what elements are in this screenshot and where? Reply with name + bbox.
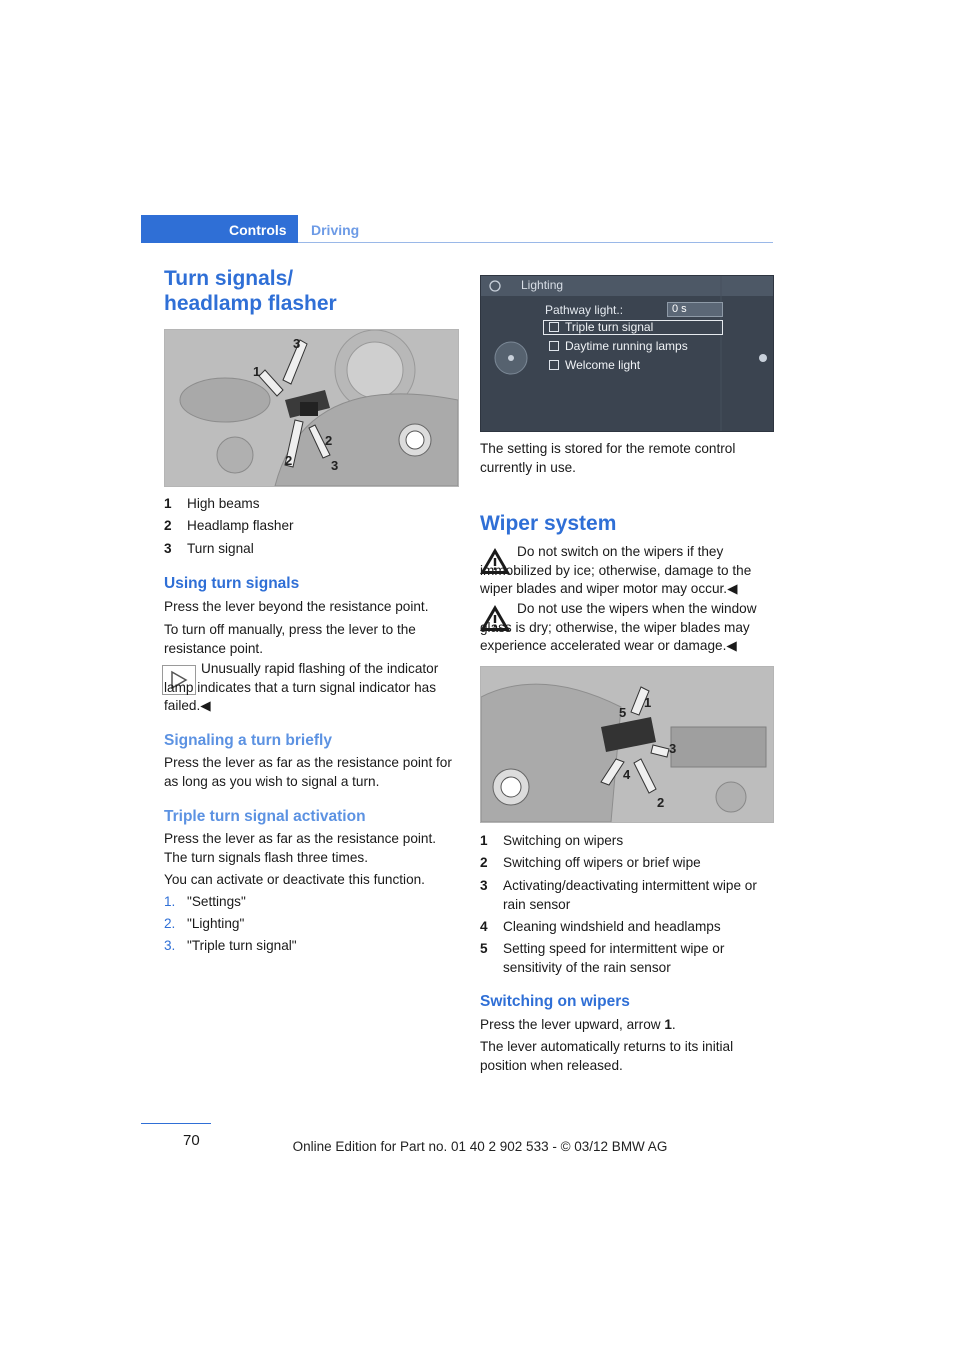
paragraph: The lever automatically returns to its initial position when released. [480, 1039, 734, 1073]
heading-signaling-briefly: Signaling a turn briefly [164, 732, 332, 749]
step-number: 3. [164, 938, 176, 953]
svg-text:5: 5 [619, 705, 627, 720]
heading-triple-turn-signal: Triple turn signal activation [164, 808, 366, 825]
screen-title: Lighting [521, 278, 564, 292]
wiper-illustration [481, 667, 773, 822]
legend-text: Switching on wipers [503, 833, 624, 848]
legend-text: Setting speed for intermittent wipe or sensitivity of the rain sensor [503, 941, 725, 975]
header-subsection: Driving [311, 222, 360, 238]
option-label: Welcome light [565, 358, 641, 372]
legend-text: High beams [187, 496, 260, 511]
svg-text:4: 4 [623, 767, 631, 782]
page-number: 70 [183, 1132, 200, 1149]
option-label: Daytime running lamps [565, 339, 688, 353]
paragraph: Press the lever as far as the resistance point. The turn signals flash three times. [164, 831, 437, 865]
step-text: "Triple turn signal" [187, 938, 297, 953]
pathway-label: Pathway light.: [545, 303, 624, 317]
legend-number: 1 [480, 833, 488, 848]
checkbox-icon[interactable] [549, 322, 559, 332]
legend-number: 4 [480, 919, 488, 934]
legend-number: 2 [480, 855, 488, 870]
svg-text:2: 2 [657, 795, 665, 810]
title-line-1: Turn signals/ [164, 267, 294, 290]
screen-frame [481, 276, 773, 431]
paragraph: Press the lever as far as the resistance point for as long as you wish to signal a turn. [164, 755, 452, 789]
heading-using-turn-signals: Using turn signals [164, 575, 300, 592]
paragraph: To turn off manually, press the lever to the resistance point. [164, 622, 416, 656]
steering-column-illustration [165, 330, 458, 486]
svg-text:3: 3 [331, 458, 339, 473]
svg-text:1: 1 [253, 364, 261, 379]
heading-switching-on-wipers: Switching on wipers [480, 993, 630, 1010]
text-run: Press the lever upward, arrow [480, 1017, 665, 1032]
step-text: "Lighting" [187, 916, 245, 931]
arrow-number: 1 [664, 1017, 672, 1032]
section-title-wiper-system: Wiper system [480, 512, 617, 535]
pathway-value[interactable]: 0 s [667, 302, 723, 317]
warning-text: Do not use the wipers when the window glass is dry; otherwise, the wiper blades may experience accelerated wear or damage.◀ [480, 601, 757, 653]
header-rule [298, 242, 773, 243]
legend-text: Switching off wipers or brief wipe [503, 855, 701, 870]
option-label: Triple turn signal [565, 320, 654, 334]
warning-text: Do not switch on the wipers if they immobilized by ice; otherwise, damage to the wiper blades and wiper motor may occur.◀ [480, 544, 752, 596]
paragraph [480, 1016, 775, 1035]
text-run: . [671, 1017, 676, 1032]
svg-text:2: 2 [285, 453, 293, 468]
paragraph: Press the lever beyond the resistance point. [164, 599, 429, 614]
footer-rule [141, 1123, 211, 1124]
paragraph: You can activate or deactivate this function. [164, 872, 425, 887]
legend-number: 3 [164, 541, 172, 556]
wiper-lever-figure [480, 666, 774, 823]
legend-number: 5 [480, 941, 488, 956]
note-text: Unusually rapid flashing of the indicator lamp indicates that a turn signal indicator has failed.◀ [164, 661, 439, 713]
title-line-2: headlamp flasher [164, 292, 337, 315]
step-number: 2. [164, 916, 176, 931]
legend-text: Turn signal [187, 541, 254, 556]
legend-number: 3 [480, 878, 488, 893]
svg-text:1: 1 [644, 695, 652, 710]
legend-text: Cleaning windshield and headlamps [503, 919, 721, 934]
svg-text:3: 3 [293, 336, 301, 351]
step-number: 1. [164, 894, 176, 909]
legend-number: 1 [164, 496, 172, 511]
paragraph: The setting is stored for the remote control currently in use. [480, 441, 736, 475]
footer-edition: Online Edition for Part no. 01 40 2 902 533 - © 03/12 BMW AG [292, 1139, 668, 1154]
turn-signal-lever-figure [164, 329, 459, 487]
svg-text:3: 3 [669, 741, 677, 756]
header-section: Controls [229, 222, 287, 238]
step-text: "Settings" [187, 894, 246, 909]
legend-text: Headlamp flasher [187, 518, 294, 533]
legend-text: Activating/deactivating intermittent wipe or rain sensor [503, 878, 757, 912]
section-title-turn-signals [164, 266, 337, 316]
checkbox-icon[interactable] [549, 360, 559, 370]
checkbox-icon[interactable] [549, 341, 559, 351]
legend-number: 2 [164, 518, 172, 533]
idrive-lighting-screen [480, 275, 774, 432]
svg-text:2: 2 [325, 433, 333, 448]
